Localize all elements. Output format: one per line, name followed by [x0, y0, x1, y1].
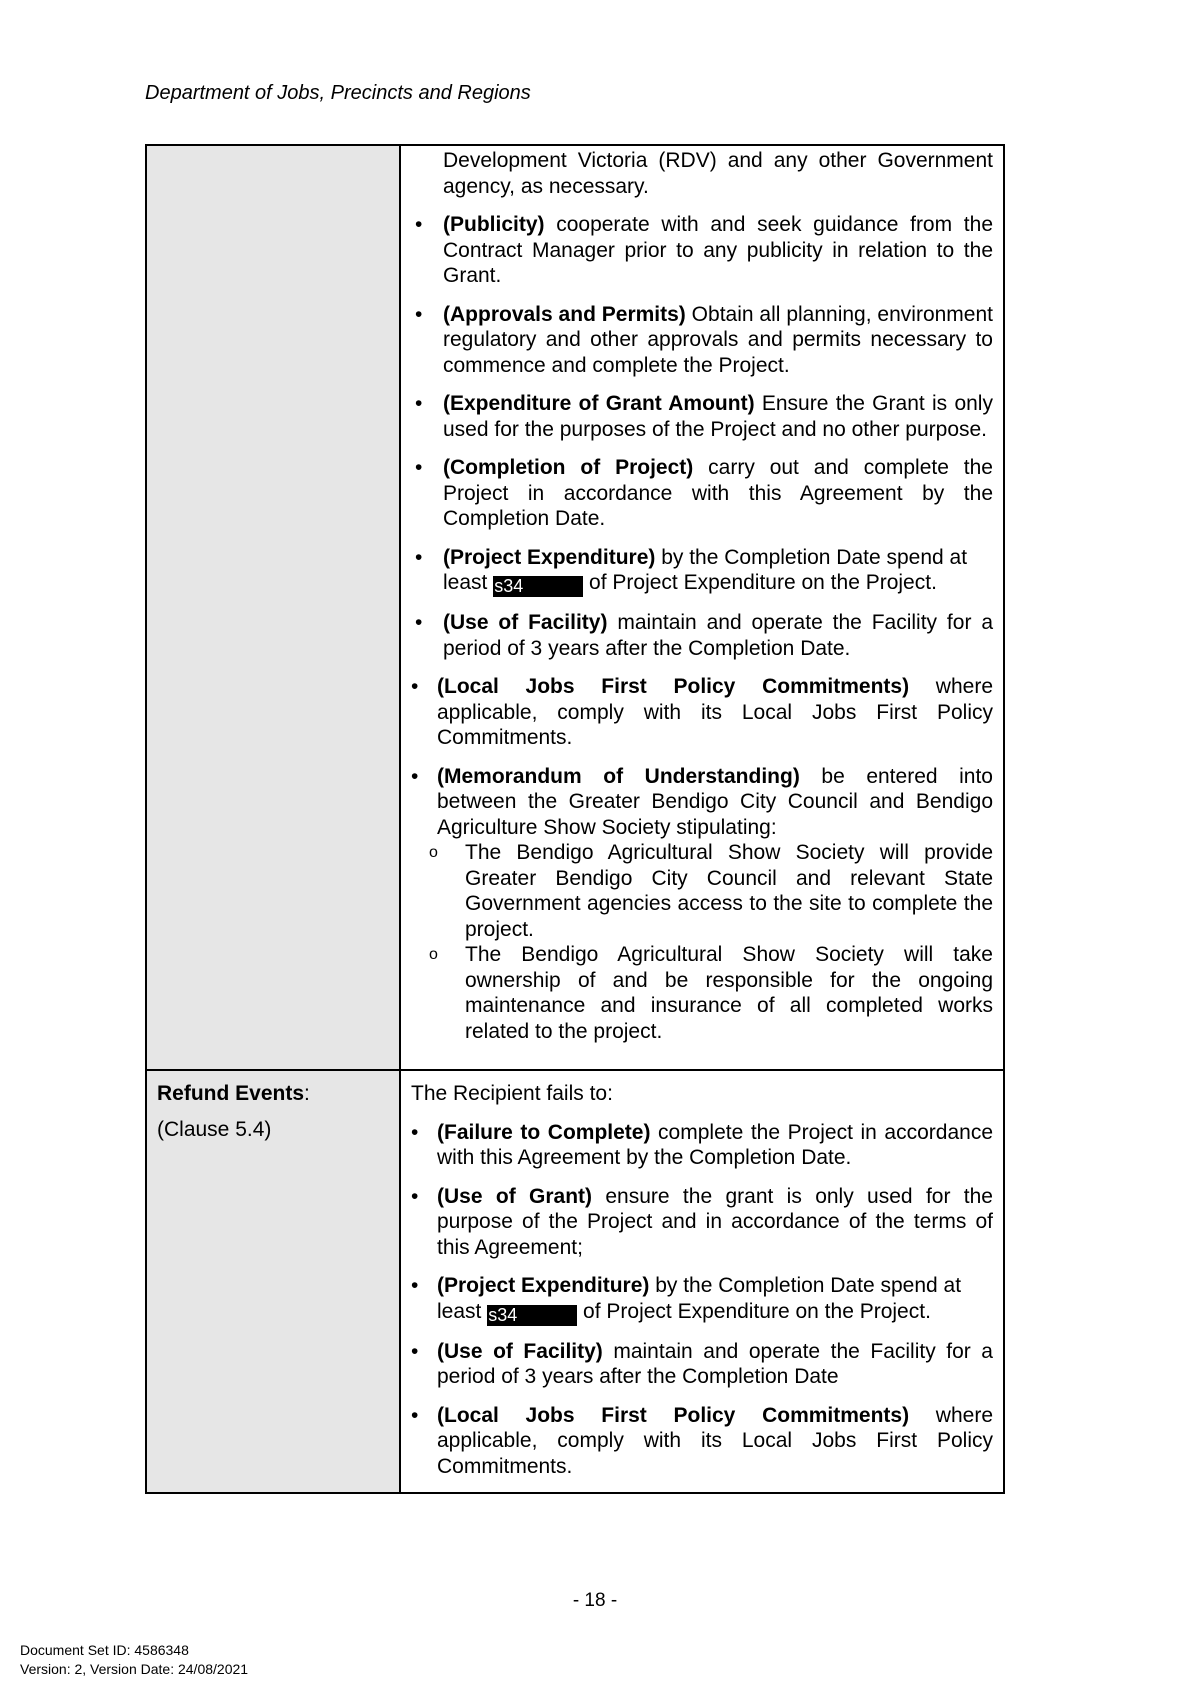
- obligations-cell: [400, 145, 1004, 1070]
- list-item: • (Approvals and Permits) Obtain all planning, environment regulatory and other approvals and permits necessary to commence and complete the Project.: [415, 302, 993, 377]
- list-item: • (Memorandum of Understanding) be entered into between the Greater Bendigo City Council and Bendigo Agriculture Show Society stipulating: o The Bendigo Agricultural Show Society will provide Greater Bendigo City Council and relevant State Government agencies access to the site to complete the project. o The Bendigo Agricultural Show Society will take ownership of and be responsible for the ongoing maintenance and insurance of all completed works related to the project.: [411, 764, 993, 1043]
- bullet-icon: •: [411, 1120, 419, 1144]
- redaction-box: s34: [487, 1305, 577, 1326]
- refund-events-list: [411, 1120, 993, 1480]
- refund-intro: The Recipient fails to:: [411, 1082, 613, 1105]
- list-item: • (Local Jobs First Policy Commitments) where applicable, comply with its Local Jobs First Policy Commitments.: [411, 675, 994, 749]
- sub-list-item: o The Bendigo Agricultural Show Society will take ownership of and be responsible for the ongoing maintenance and insurance of all completed works related to the project.: [429, 943, 993, 1043]
- refund-events-label-cell: [146, 1070, 400, 1493]
- circle-bullet-icon: o: [429, 946, 438, 963]
- redaction-box: s34: [493, 576, 583, 597]
- bullet-icon: •: [411, 1403, 419, 1427]
- clause-reference: (Clause 5.4): [157, 1117, 272, 1141]
- bullet-icon: •: [411, 1274, 419, 1297]
- bullet-icon: •: [411, 1339, 419, 1363]
- department-header: Department of Jobs, Precincts and Regions: [145, 82, 531, 104]
- continuation-text: Development Victoria (RDV) and any other Government agency, as necessary.: [443, 149, 993, 198]
- page-number: - 18 -: [572, 1590, 618, 1611]
- list-item: • (Completion of Project) carry out and complete the Project in accordance with this Agreement by the Completion Date.: [415, 456, 993, 530]
- table-row: [146, 1070, 1004, 1493]
- bullet-icon: •: [411, 764, 419, 788]
- list-item: • (Publicity) cooperate with and seek guidance from the Contract Manager prior to any publicity in relation to the Grant.: [415, 213, 993, 287]
- bullet-icon: •: [415, 611, 423, 634]
- mou-sub-list: [429, 840, 993, 1044]
- table-row: [146, 145, 1004, 1070]
- version-info: Version: 2, Version Date: 24/08/2021: [20, 1661, 249, 1677]
- bullet-icon: •: [411, 675, 419, 698]
- label-cell-empty: [146, 145, 400, 1070]
- list-item: • (Local Jobs First Policy Commitments) where applicable, comply with its Local Jobs First Policy Commitments.: [411, 1403, 994, 1478]
- bullet-icon: •: [415, 545, 423, 569]
- document-set-id: Document Set ID: 4586348: [20, 1642, 189, 1658]
- refund-events-label: Refund Events:: [157, 1082, 310, 1105]
- list-item: • (Expenditure of Grant Amount) Ensure the Grant is only used for the purposes of the Project and no other purpose.: [415, 392, 993, 441]
- bullet-icon: •: [415, 213, 423, 236]
- obligations-list-2: [411, 674, 993, 1044]
- bullet-icon: •: [415, 392, 423, 415]
- bullet-icon: •: [411, 1184, 419, 1208]
- obligations-list: [411, 212, 993, 661]
- document-footer: [20, 1641, 248, 1679]
- list-item: • (Use of Grant) ensure the grant is only used for the purpose of the Project and in accordance of the terms of this Agreement;: [411, 1184, 993, 1259]
- bullet-icon: •: [415, 302, 423, 326]
- list-item: • (Failure to Complete) complete the Project in accordance with this Agreement by the Completion Date.: [411, 1120, 993, 1169]
- list-item: • (Use of Facility) maintain and operate the Facility for a period of 3 years after the Completion Date.: [415, 611, 993, 660]
- schedule-table: [145, 144, 1005, 1494]
- bullet-icon: •: [415, 456, 423, 479]
- list-item: • (Use of Facility) maintain and operate the Facility for a period of 3 years after the Completion Date: [411, 1339, 993, 1388]
- list-item: • (Project Expenditure) by the Completion Date spend at least s34 of Project Expenditure on the Project.: [415, 545, 968, 596]
- refund-events-cell: [400, 1070, 1004, 1493]
- list-item: • (Project Expenditure) by the Completion Date spend at least s34 of Project Expenditure on the Project.: [411, 1274, 962, 1325]
- sub-list-item: o The Bendigo Agricultural Show Society will provide Greater Bendigo City Council and relevant State Government agencies access to the site to complete the project.: [429, 841, 993, 941]
- circle-bullet-icon: o: [429, 844, 438, 861]
